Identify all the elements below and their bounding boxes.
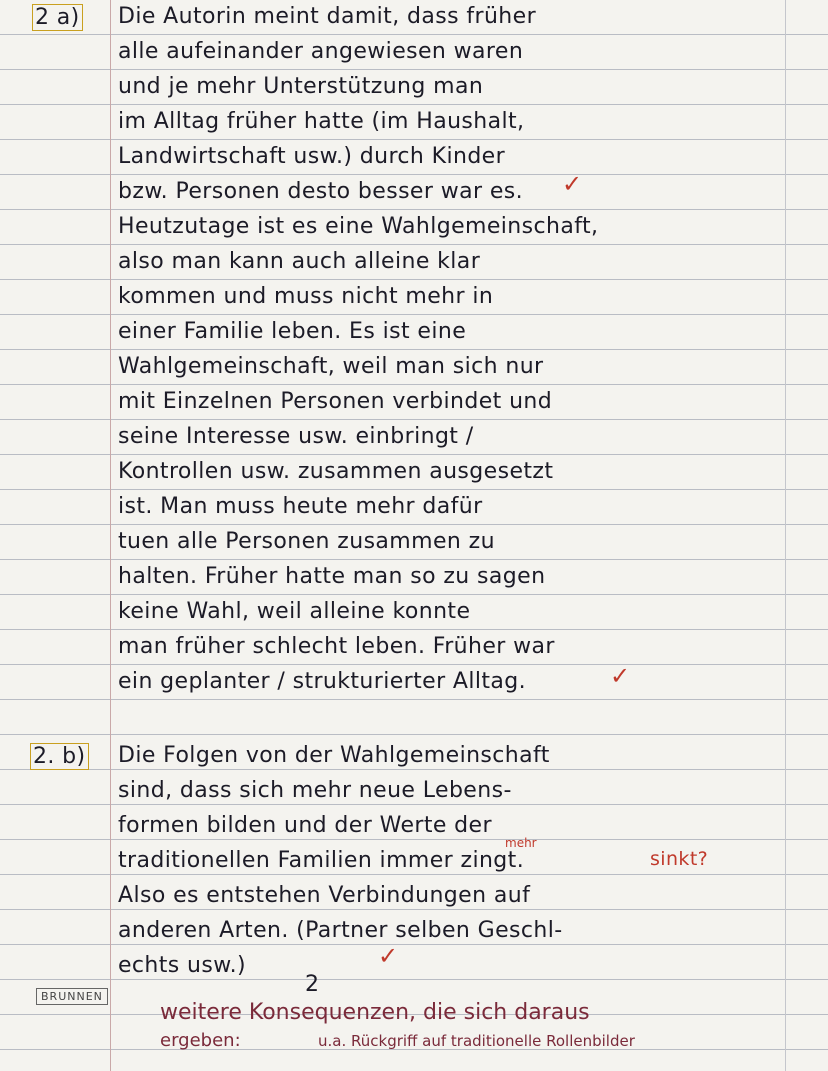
section-a-line: kommen und muss nicht mehr in: [118, 284, 494, 309]
section-b-line: Also es entstehen Verbindungen auf: [118, 883, 531, 908]
correction-mehr: mehr: [505, 836, 537, 850]
section-a-line: halten. Früher hatte man so zu sagen: [118, 564, 546, 589]
section-a-line: und je mehr Unterstützung man: [118, 74, 484, 99]
section-a-line: seine Interesse usw. einbringt /: [118, 424, 474, 449]
grade: 2: [305, 972, 319, 997]
margin-line: [110, 0, 111, 1071]
section-b-line: anderen Arten. (Partner selben Geschl-: [118, 918, 563, 943]
section-a-line: im Alltag früher hatte (im Haushalt,: [118, 109, 525, 134]
section-b-line: sind, dass sich mehr neue Lebens-: [118, 778, 512, 803]
section-a-line: Kontrollen usw. zusammen ausgesetzt: [118, 459, 554, 484]
section-a-line: einer Familie leben. Es ist eine: [118, 319, 467, 344]
section-a-label: 2 a): [32, 4, 83, 31]
teacher-note-label: ergeben:: [160, 1030, 241, 1051]
check-mark: ✓: [562, 170, 583, 198]
check-mark: ✓: [610, 662, 631, 690]
teacher-note-line1: weitere Konsequenzen, die sich daraus: [160, 1000, 590, 1025]
section-a-line: man früher schlecht leben. Früher war: [118, 634, 555, 659]
section-b-line: echts usw.): [118, 953, 247, 978]
section-b-line: Die Folgen von der Wahlgemeinschaft: [118, 743, 550, 768]
section-a-line: bzw. Personen desto besser war es.: [118, 179, 524, 204]
section-b-line: formen bilden und der Werte der: [118, 813, 492, 838]
brand-logo: BRUNNEN: [36, 988, 108, 1005]
section-a-line: alle aufeinander angewiesen waren: [118, 39, 524, 64]
teacher-note-line2: u.a. Rückgriff auf traditionelle Rollenbilder: [318, 1032, 635, 1050]
section-a-line: Wahlgemeinschaft, weil man sich nur: [118, 354, 544, 379]
section-a-line: ein geplanter / strukturierter Alltag.: [118, 669, 527, 694]
section-a-line: Heutzutage ist es eine Wahlgemeinschaft,: [118, 214, 599, 239]
check-mark: ✓: [378, 942, 399, 970]
section-a-line: ist. Man muss heute mehr dafür: [118, 494, 483, 519]
section-a-line: keine Wahl, weil alleine konnte: [118, 599, 471, 624]
correction-sinkt: sinkt?: [650, 848, 709, 870]
section-b-label: 2. b): [30, 743, 89, 770]
section-b-line: traditionellen Familien immer zingt.: [118, 848, 525, 873]
section-a-line: mit Einzelnen Personen verbindet und: [118, 389, 553, 414]
right-margin-line: [785, 0, 786, 1071]
section-a-line: also man kann auch alleine klar: [118, 249, 481, 274]
section-a-line: Landwirtschaft usw.) durch Kinder: [118, 144, 506, 169]
section-a-line: Die Autorin meint damit, dass früher: [118, 4, 537, 29]
section-a-line: tuen alle Personen zusammen zu: [118, 529, 495, 554]
